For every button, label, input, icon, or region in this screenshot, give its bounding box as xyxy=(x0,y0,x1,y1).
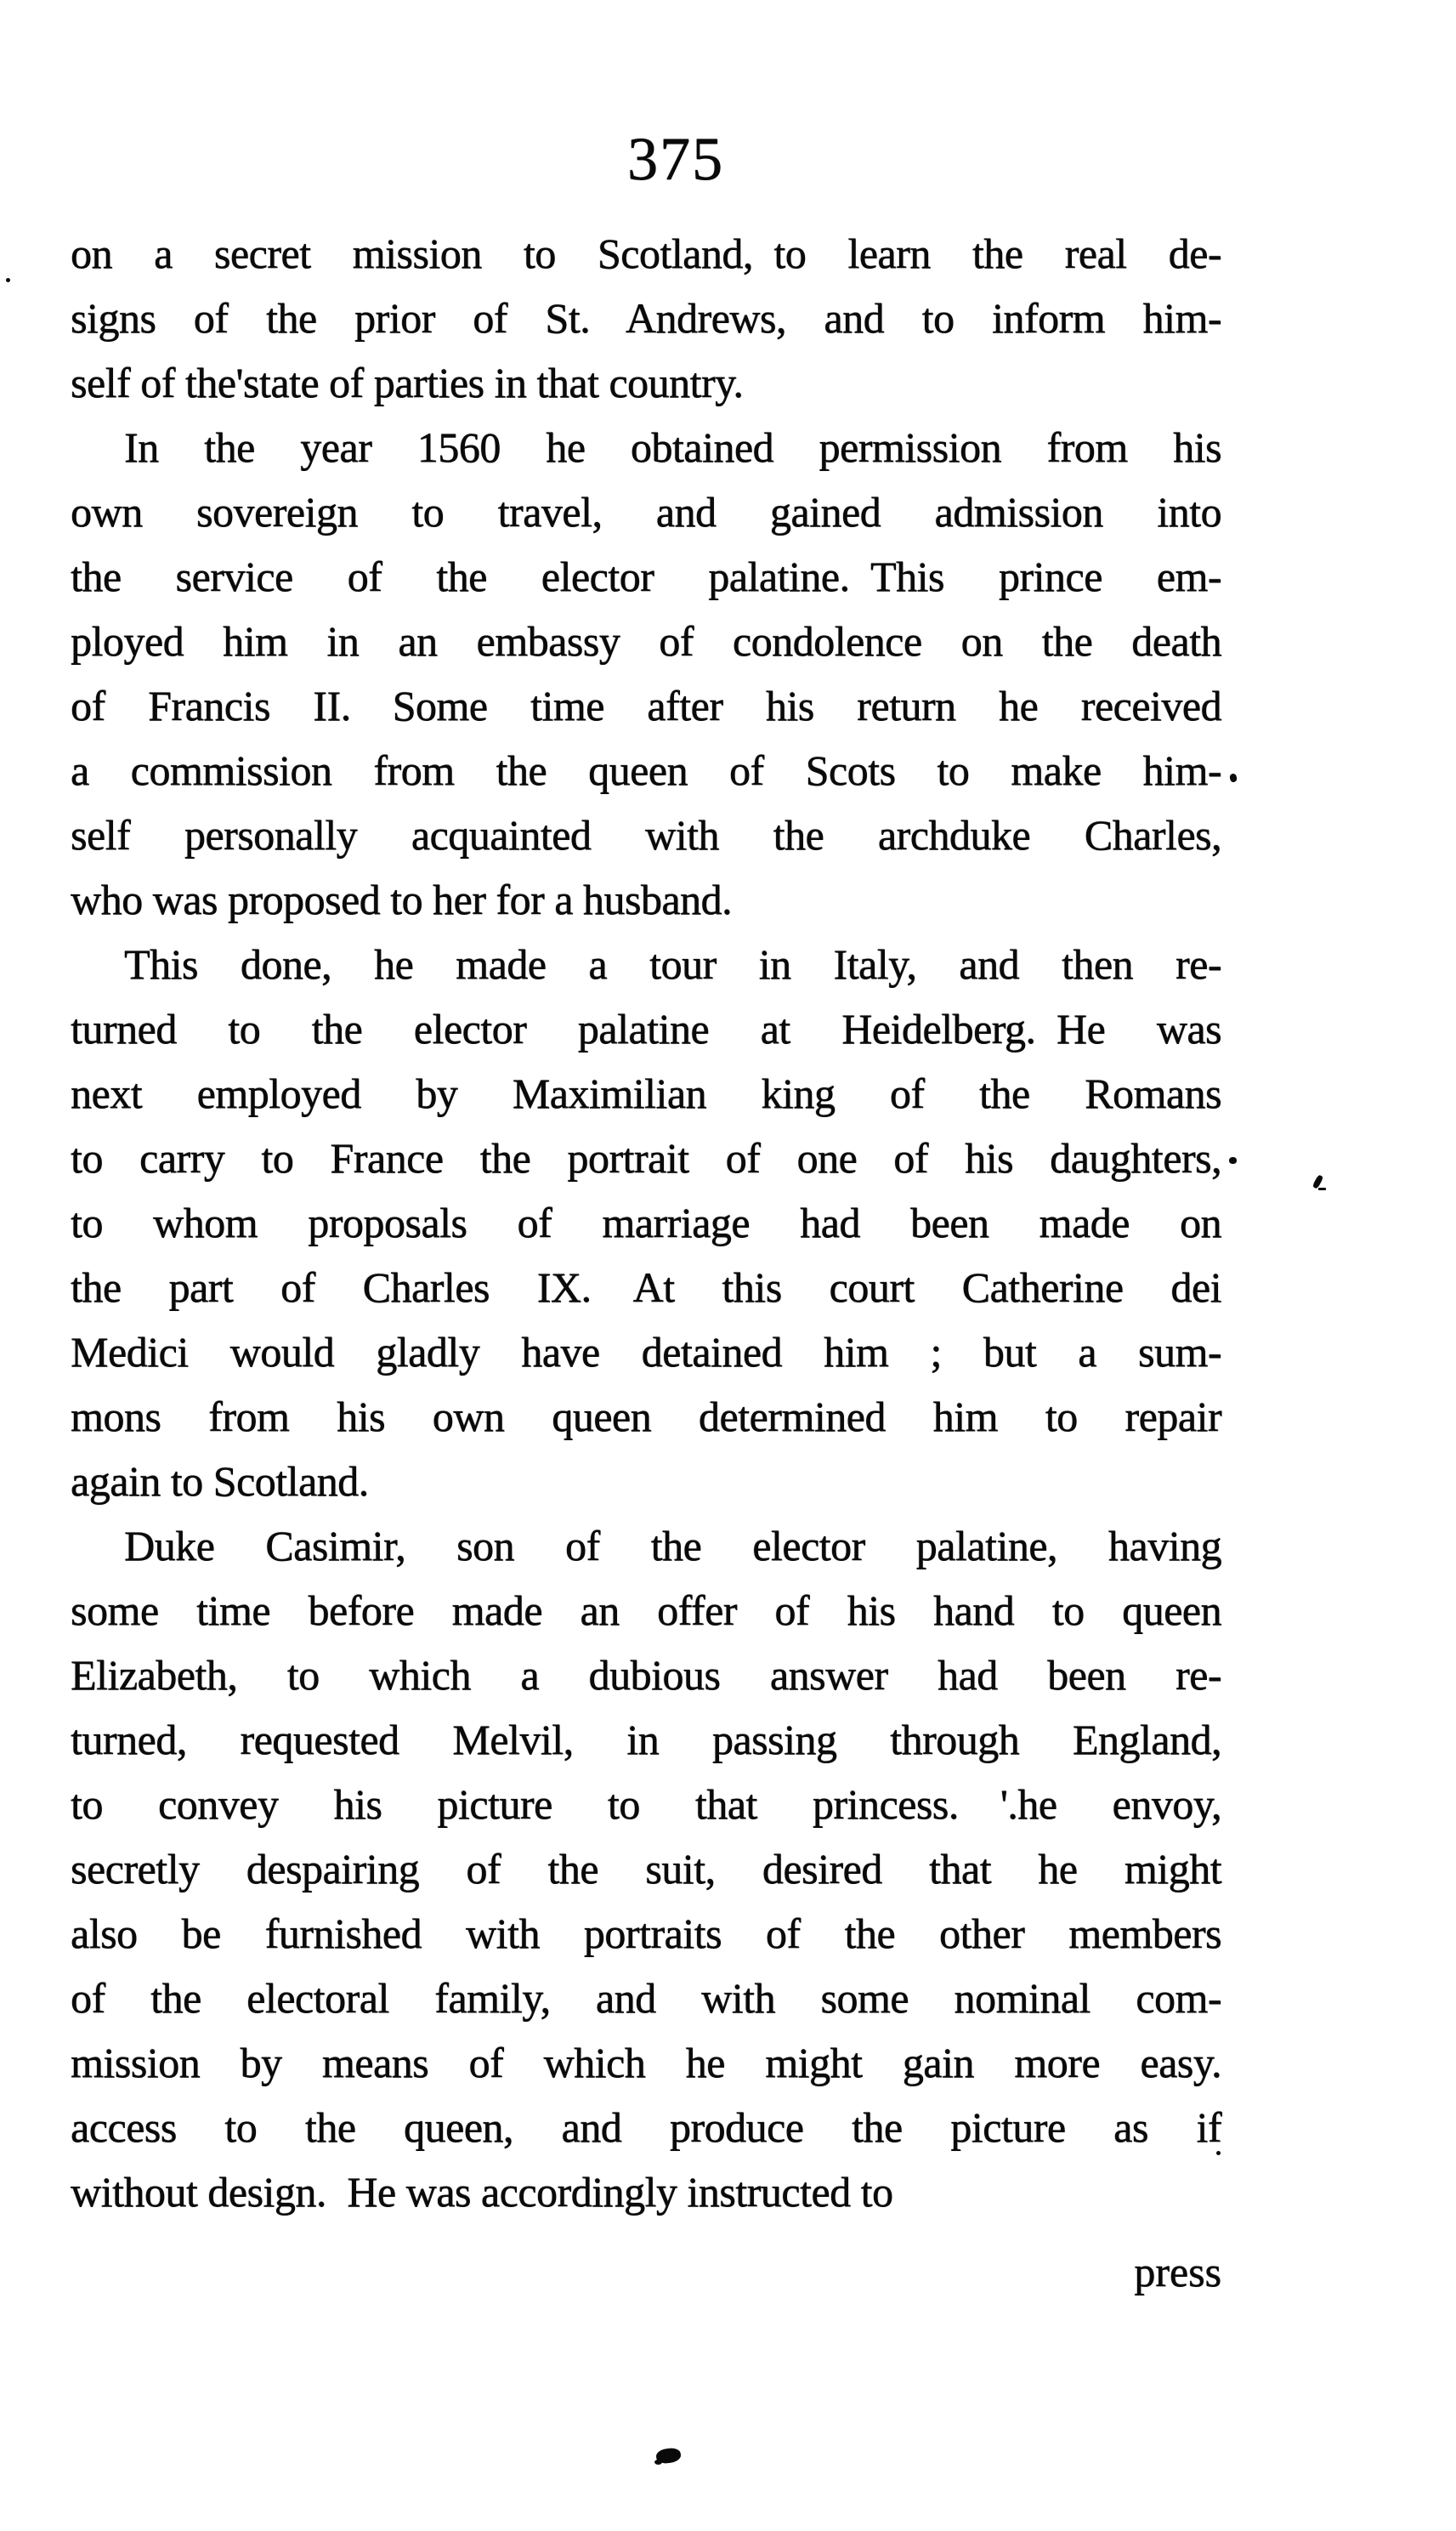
text-line: access to the queen, and produce the picture as if xyxy=(71,2103,1221,2151)
page-number: 375 xyxy=(627,125,724,193)
text-line: Medici would gladly have detained him ; but a sum- xyxy=(71,1328,1221,1376)
text-line: own sovereign to travel, and gained admission into xyxy=(71,488,1221,536)
text-line: to whom proposals of marriage had been made on xyxy=(71,1199,1221,1246)
text-line: secretly despairing of the suit, desired that he might xyxy=(71,1845,1221,1893)
stray-comma-speck xyxy=(1229,773,1238,782)
text-line: Duke Casimir, son of the elector palatine, having xyxy=(124,1522,1221,1569)
text-line: self personally acquainted with the archduke Charles, xyxy=(71,811,1221,859)
text-line: In the year 1560 he obtained permission from his xyxy=(124,423,1221,471)
text-line: mission by means of which he might gain more easy. xyxy=(71,2039,1221,2086)
paragraph xyxy=(71,415,1221,932)
text-line: on a secret mission to Scotland, to learn the real de- xyxy=(71,230,1221,277)
left-margin-dot xyxy=(6,278,10,282)
text-line: of the electoral family, and with some nominal com- xyxy=(71,1974,1221,2022)
text-line: to convey his picture to that princess. '.he envoy, xyxy=(71,1780,1221,1828)
text-line: This done, he made a tour in Italy, and then re- xyxy=(124,940,1221,988)
text-line: turned, requested Melvil, in passing through England, xyxy=(71,1716,1221,1763)
catchword-row xyxy=(71,2239,1221,2304)
text-line: who was proposed to her for a husband. xyxy=(71,876,733,923)
text-line: the part of Charles IX. At this court Catherine dei xyxy=(71,1263,1221,1311)
right-margin-dot xyxy=(1216,2151,1221,2155)
text-line: the service of the elector palatine. This prince em- xyxy=(71,553,1221,600)
text-line: also be furnished with portraits of the other members xyxy=(71,1910,1221,1957)
text-line: Elizabeth, to which a dubious answer had been re- xyxy=(71,1651,1221,1699)
right-margin-speck xyxy=(1229,1157,1237,1164)
text-block xyxy=(71,221,1221,2224)
text-line: to carry to France the portrait of one of his daughters, xyxy=(71,1134,1221,1182)
paragraph xyxy=(71,932,1221,1513)
text-line: mons from his own queen determined him to repair xyxy=(71,1393,1221,1440)
bottom-ink-blot-tail xyxy=(654,2460,662,2465)
text-line: self of the'state of parties in that country. xyxy=(71,359,744,406)
paragraph xyxy=(71,221,1221,415)
text-line: ployed him in an embassy of condolence on the death xyxy=(71,617,1221,665)
right-margin-dash xyxy=(1318,1188,1326,1190)
catchword: press xyxy=(1134,2248,1221,2295)
text-line: again to Scotland. xyxy=(71,1457,369,1505)
text-line: without design. He was accordingly instructed to xyxy=(71,2168,893,2216)
text-line: a commission from the queen of Scots to make him- xyxy=(71,746,1221,794)
text-line: some time before made an offer of his hand to queen xyxy=(71,1586,1221,1634)
text-line: signs of the prior of St. Andrews, and to inform him- xyxy=(71,294,1221,342)
paragraph xyxy=(71,1513,1221,2224)
text-line: next employed by Maximilian king of the Romans xyxy=(71,1070,1221,1117)
text-line: turned to the elector palatine at Heidelberg. He was xyxy=(71,1005,1221,1053)
text-line: of Francis II. Some time after his return he received xyxy=(71,682,1221,729)
